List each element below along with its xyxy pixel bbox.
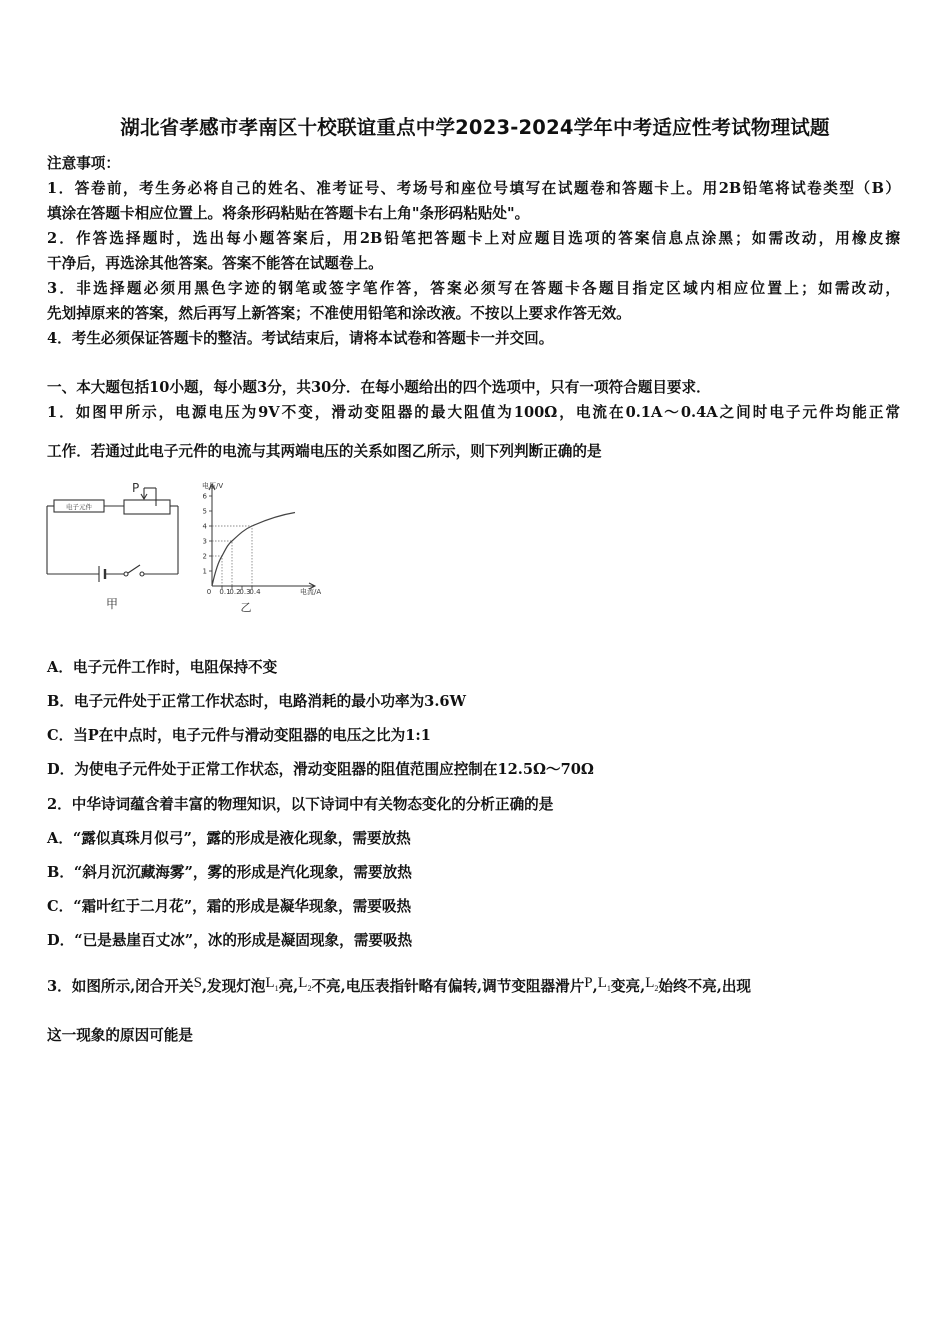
x-tick-label: 0.1	[219, 588, 231, 596]
q1-stem-line-1: 1．如图甲所示，电源电压为9V不变，滑动变阻器的最大阻值为100Ω，电流在0.1A～0.4A之间时电子元件均能正常	[47, 404, 900, 421]
switch-pivot	[124, 572, 128, 576]
q2-option-c: C．“霜叶红于二月花”，霜的形成是凝华现象，需要吸热	[47, 898, 412, 915]
switch-blade	[128, 565, 140, 573]
y-axis-label: 电压/V	[202, 482, 224, 490]
slider-label: P	[132, 481, 140, 495]
note-line-4: 干净后，再选涂其他答案。答案不能答在试题卷上。	[47, 255, 383, 272]
slider-symbol-p: P	[584, 975, 593, 991]
voltage-current-curve	[212, 513, 295, 587]
q2-option-d: D．“已是悬崖百丈冰”，冰的形成是凝固现象，需要吸热	[47, 932, 413, 949]
lamp-symbol-l2: $L_2$	[298, 975, 312, 993]
q1-option-c: C．当P在中点时，电子元件与滑动变阻器的电压之比为1:1	[47, 727, 431, 744]
q1-option-b: B．电子元件处于正常工作状态时，电路消耗的最小功率为3.6W	[47, 693, 466, 710]
q2-option-a: A．“露似真珠月似弓”，露的形成是液化现象，需要放热	[47, 830, 411, 847]
x-axis-label: 电流/A	[300, 588, 322, 596]
note-line-1: 1．答卷前，考生务必将自己的姓名、准考证号、考场号和座位号填写在试题卷和答题卡上。用2B铅笔将试卷类型（B）	[47, 180, 900, 197]
lamp-symbol-l1: $L_1$	[265, 975, 279, 993]
note-line-7: 4．考生必须保证答题卡的整洁。考试结束后，请将本试卷和答题卡一并交回。	[47, 330, 554, 347]
q3-text-4: 不亮,电压表指针略有偏转,调节变阻器滑片	[311, 978, 585, 995]
q3-text-3: 亮,	[278, 978, 299, 995]
q1-stem-line-2: 工作．若通过此电子元件的电流与其两端电压的关系如图乙所示，则下列判断正确的是	[47, 443, 602, 460]
note-line-6: 先划掉原来的答案，然后再写上新答案；不准使用铅笔和涂改液。不按以上要求作答无效。	[47, 305, 631, 322]
note-line-5: 3．非选择题必须用黑色字迹的钢笔或签字笔作答，答案必须写在答题卡各题目指定区域内相应位置上；如需改动，	[47, 280, 900, 297]
lamp-symbol-l1-second: $L_1$	[597, 975, 611, 993]
switch-symbol-s: S	[193, 975, 202, 991]
q2-stem: 2．中华诗词蕴含着丰富的物理知识，以下诗词中有关物态变化的分析正确的是	[47, 796, 554, 813]
x-tick-label: 0.2	[229, 588, 241, 596]
y-tick-label: 3	[202, 537, 207, 546]
y-tick-label: 1	[202, 567, 207, 576]
caption-yi: 乙	[240, 601, 252, 614]
q3-text-2: ,发现灯泡	[201, 978, 266, 995]
q1-option-d: D．为使电子元件处于正常工作状态，滑动变阻器的阻值范围应控制在12.5Ω～70Ω	[47, 761, 594, 778]
x-tick-label: 0.4	[249, 588, 261, 596]
q3-stem-line-2: 这一现象的原因可能是	[47, 1027, 193, 1044]
q3-text-6: 变亮,	[610, 978, 646, 995]
element-label: 电子元件	[66, 503, 92, 511]
caption-jia: 甲	[106, 597, 119, 611]
rheostat-box	[124, 500, 170, 514]
lamp-symbol-l2-second: $L_2$	[645, 975, 659, 993]
q1-figure	[44, 478, 344, 618]
q1-option-a: A．电子元件工作时，电阻保持不变	[47, 659, 278, 676]
y-tick-label: 5	[202, 507, 207, 516]
notes-heading: 注意事项：	[47, 155, 120, 172]
q3-text-5: ,	[592, 978, 598, 995]
exam-title: 湖北省孝感市孝南区十校联谊重点中学2023-2024学年中考适应性考试物理试题	[120, 116, 830, 139]
y-tick-label: 2	[202, 552, 207, 561]
note-line-2: 填涂在答题卡相应位置上。将条形码粘贴在答题卡右上角"条形码粘贴处"。	[47, 205, 530, 222]
q3-stem-line-1	[47, 975, 751, 997]
section-heading: 一、本大题包括10小题，每小题3分，共30分．在每小题给出的四个选项中，只有一项符合题目要求．	[47, 379, 711, 396]
note-line-3: 2．作答选择题时，选出每小题答案后，用2B铅笔把答题卡上对应题目选项的答案信息点涂黑；如需改动，用橡皮擦	[47, 230, 900, 247]
graph-yi	[202, 481, 321, 614]
q3-text-7: 始终不亮,出现	[658, 978, 752, 995]
x-tick-label: 0.3	[239, 588, 251, 596]
y-tick-label: 4	[202, 522, 207, 531]
origin-label: 0	[206, 588, 212, 596]
q3-text-1: 3．如图所示,闭合开关	[47, 978, 194, 995]
q2-option-b: B．“斜月沉沉藏海雾”，雾的形成是汽化现象，需要放热	[47, 864, 412, 881]
y-tick-label: 6	[202, 492, 207, 501]
